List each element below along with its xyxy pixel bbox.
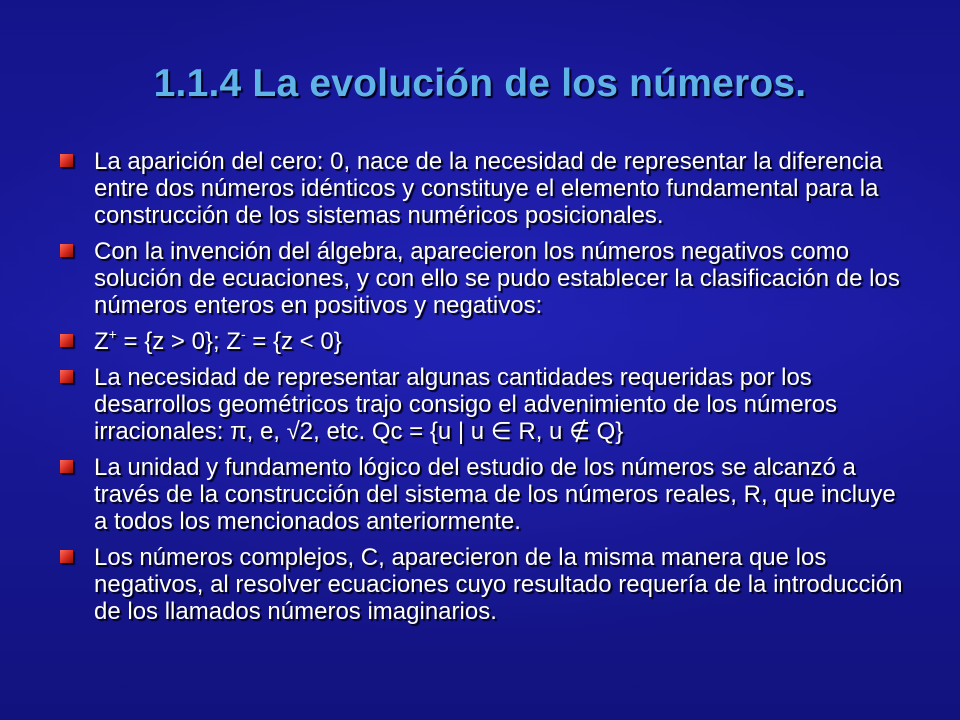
slide-title: 1.1.4 La evolución de los números. [153, 62, 807, 105]
bullet-square-icon [60, 370, 73, 383]
set-z: Z [226, 328, 241, 355]
list-item [60, 364, 910, 445]
list-item [60, 148, 910, 229]
bullet-text: La unidad y fundamento lógico del estudio de los números se alcanzó a través de la construcción del sistema de los números reales, R, que incluye a todos los mencionados anteriormente. [94, 454, 896, 535]
bullet-text: Los números complejos, C, aparecieron de la misma manera que los negativos, al resolver ecuaciones cuyo resultado requería de la introducción de los llamados números imaginarios. [94, 544, 903, 625]
bullet-square-icon [60, 334, 73, 347]
list-item [60, 544, 910, 625]
formula-text [94, 328, 910, 355]
bullet-text: La aparición del cero: 0, nace de la necesidad de representar la diferencia entre dos números idénticos y constituye el elemento fundamental para la construcción de los sistemas numéricos posicionales. [94, 148, 883, 229]
list-item [60, 238, 910, 319]
bullet-square-icon [60, 460, 73, 473]
list-item-formula [60, 328, 910, 355]
superscript-minus: - [240, 326, 246, 342]
list-item [60, 454, 910, 535]
superscript-plus: + [108, 326, 117, 342]
positive-set: = {z > 0}; [116, 328, 227, 355]
bullet-square-icon [60, 154, 73, 167]
bullet-text: La necesidad de representar algunas cantidades requeridas por los desarrollos geométricos trajo consigo el advenimiento de los números irracionales: π, e, √2, etc. Qc = {u | u ∈ R, u ∉ Q} [94, 364, 838, 445]
set-z: Z [94, 328, 109, 355]
bullet-text: Con la invención del álgebra, aparecieron los números negativos como solución de ecuaciones, y con ello se pudo establecer la clasificación de los números enteros en positivos y negativos: [94, 238, 900, 319]
negative-set: = {z < 0} [245, 328, 342, 355]
bullet-list [60, 148, 910, 634]
bullet-square-icon [60, 550, 73, 563]
bullet-square-icon [60, 244, 73, 257]
